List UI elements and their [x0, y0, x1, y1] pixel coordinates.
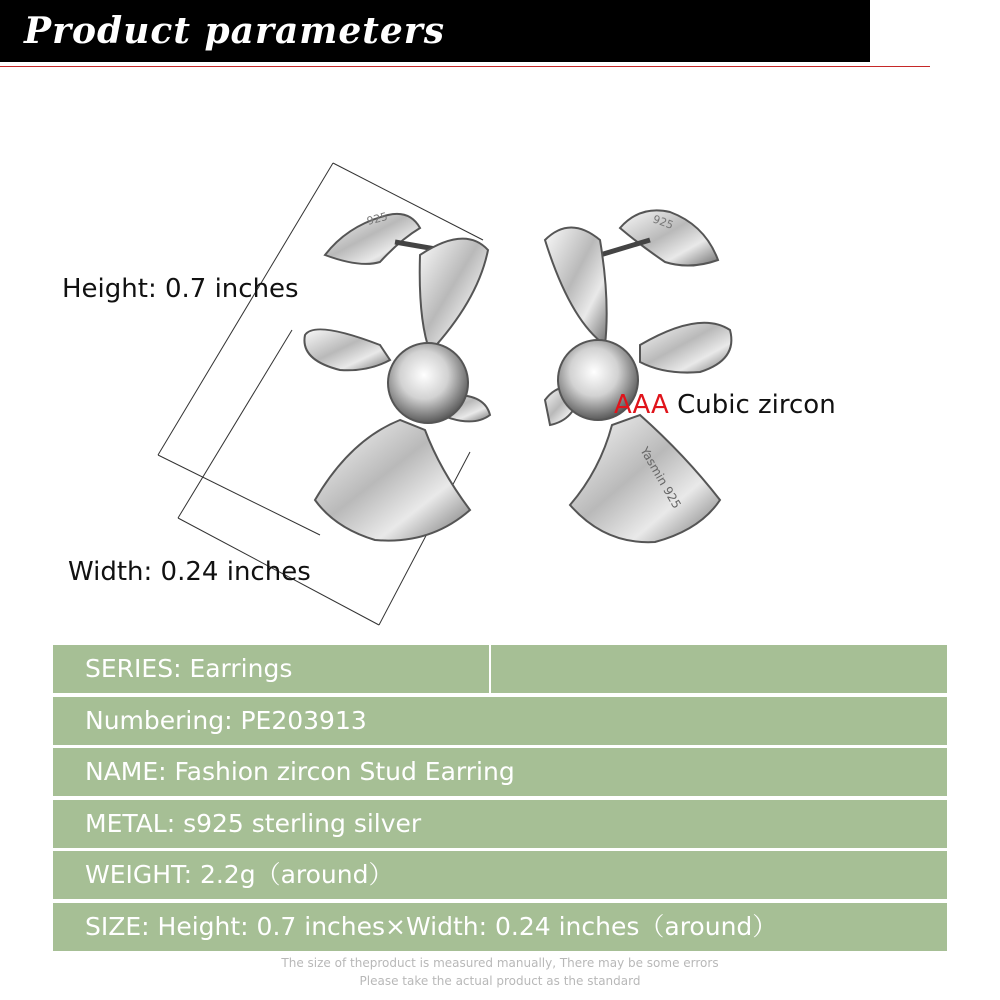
param-row-series: [53, 645, 947, 693]
zircon-grade: AAA: [614, 390, 669, 420]
numbering-text: Numbering: PE203913: [85, 705, 367, 735]
height-label: Height: 0.7 inches: [62, 274, 299, 304]
right-stamp: 925: [650, 212, 676, 233]
series-text: SERIES: Earrings: [85, 654, 293, 683]
zircon-type: Cubic zircon: [677, 390, 836, 420]
param-row-weight: [53, 851, 947, 899]
param-row-metal: [53, 800, 947, 848]
zircon-label: [614, 390, 836, 420]
param-row-numbering: [53, 697, 947, 745]
header-bar: [0, 0, 870, 62]
engraving-text: Yasmin 925: [637, 444, 684, 511]
parameter-table: [53, 645, 947, 954]
header-divider: [0, 66, 930, 67]
right-earring: [545, 210, 731, 542]
left-stamp: 925: [365, 209, 390, 228]
weight-text: WEIGHT: 2.2g（around）: [85, 860, 394, 889]
width-label: Width: 0.24 inches: [68, 557, 311, 587]
name-text: NAME: Fashion zircon Stud Earring: [85, 757, 515, 786]
param-row-name: [53, 748, 947, 796]
size-text: SIZE: Height: 0.7 inches×Width: 0.24 inches（around）: [85, 911, 778, 941]
metal-text: METAL: s925 sterling silver: [85, 808, 422, 838]
footnote-measurement: The size of theproduct is measured manually, There may be some errors: [281, 956, 719, 970]
param-row-size: [53, 903, 947, 951]
footnote-standard: Please take the actual product as the standard: [359, 974, 641, 988]
row-divider: [489, 645, 491, 693]
left-earring: [304, 214, 490, 541]
page-title: Product parameters: [24, 10, 446, 52]
